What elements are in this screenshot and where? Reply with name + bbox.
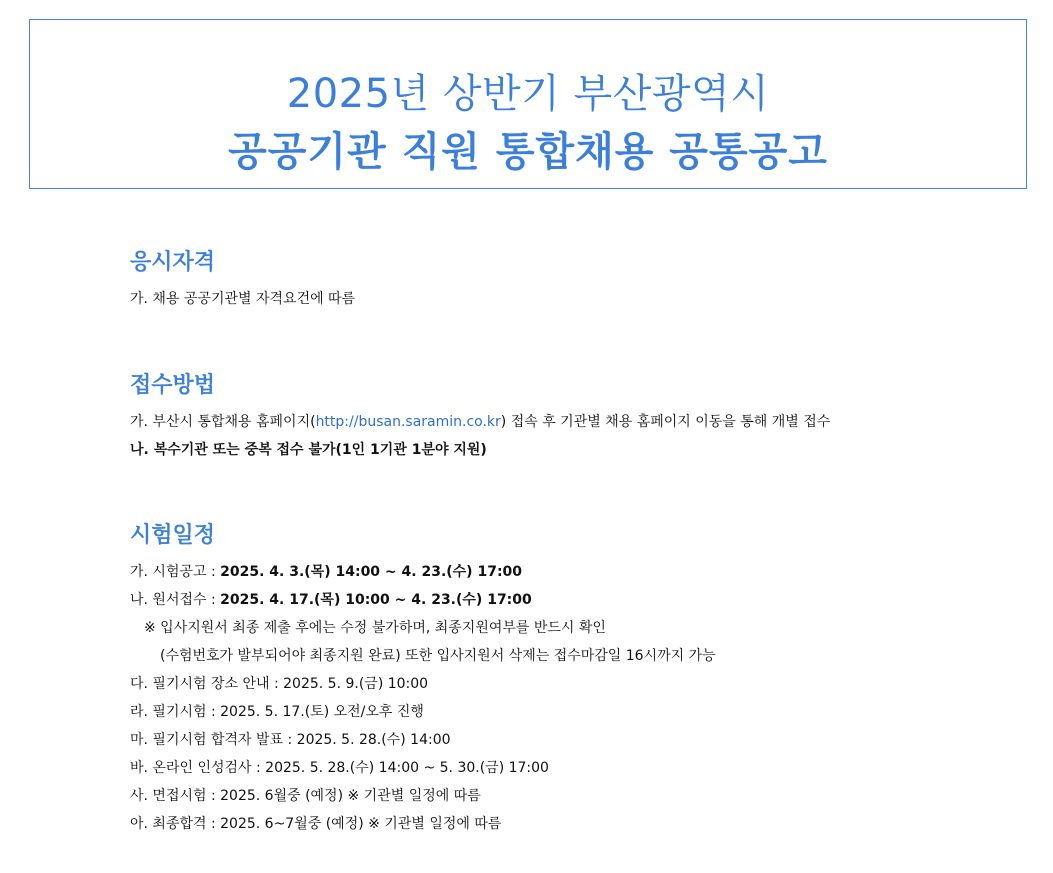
qualification-item-1: 가. 채용 공공기관별 자격요건에 따름: [130, 291, 356, 307]
section-application: [130, 372, 1010, 464]
schedule-item-2: [130, 586, 1010, 614]
title-line-2: 공공기관 직원 통합채용 공통공고: [228, 129, 828, 175]
schedule-item-5: 마. 필기시험 합격자 발표 : 2025. 5. 28.(수) 14:00: [130, 732, 451, 748]
title-box: [29, 19, 1027, 189]
title-line-1: 2025년 상반기 부산광역시: [286, 71, 770, 117]
schedule-note-1: ※ 입사지원서 최종 제출 후에는 수정 불가하며, 최종지원여부를 반드시 확인: [144, 620, 606, 636]
schedule-item-6: 바. 온라인 인성검사 : 2025. 5. 28.(수) 14:00 ~ 5. 30.(금) 17:00: [130, 760, 549, 776]
application-item-1-suffix: ) 접속 후 기관별 채용 홈페이지 이동을 통해 개별 접수: [500, 414, 831, 430]
schedule-item-2-label: 나. 원서접수 :: [130, 592, 221, 608]
section-title-application: 접수방법: [130, 373, 216, 398]
schedule-item-1: [130, 558, 1010, 586]
application-item-1: [130, 408, 1010, 436]
schedule-item-2-value: 2025. 4. 17.(목) 10:00 ~ 4. 23.(수) 17:00: [220, 592, 532, 608]
schedule-item-4: 라. 필기시험 : 2025. 5. 17.(토) 오전/오후 진행: [130, 704, 424, 720]
schedule-item-7: 사. 면접시험 : 2025. 6월중 (예정) ※ 기관별 일정에 따름: [130, 788, 481, 804]
application-item-1-prefix: 가. 부산시 통합채용 홈페이지(: [130, 414, 316, 430]
section-title-qualification: 응시자격: [130, 250, 216, 275]
application-item-2: 나. 복수기관 또는 중복 접수 불가(1인 1기관 1분야 지원): [130, 442, 487, 458]
schedule-note-2: (수험번호가 발부되어야 최종지원 완료) 또한 입사지원서 삭제는 접수마감일 16시까지 가능: [160, 648, 716, 664]
saramin-link[interactable]: http://busan.saramin.co.kr: [315, 414, 501, 430]
section-title-schedule: 시험일정: [130, 523, 216, 548]
schedule-item-1-label: 가. 시험공고 :: [130, 564, 221, 580]
schedule-item-1-value: 2025. 4. 3.(목) 14:00 ~ 4. 23.(수) 17:00: [220, 564, 523, 580]
section-schedule: [130, 522, 1010, 838]
schedule-item-8: 아. 최종합격 : 2025. 6~7월중 (예정) ※ 기관별 일정에 따름: [130, 816, 502, 832]
section-qualification: [130, 249, 1010, 313]
schedule-item-3: 다. 필기시험 장소 안내 : 2025. 5. 9.(금) 10:00: [130, 676, 429, 692]
